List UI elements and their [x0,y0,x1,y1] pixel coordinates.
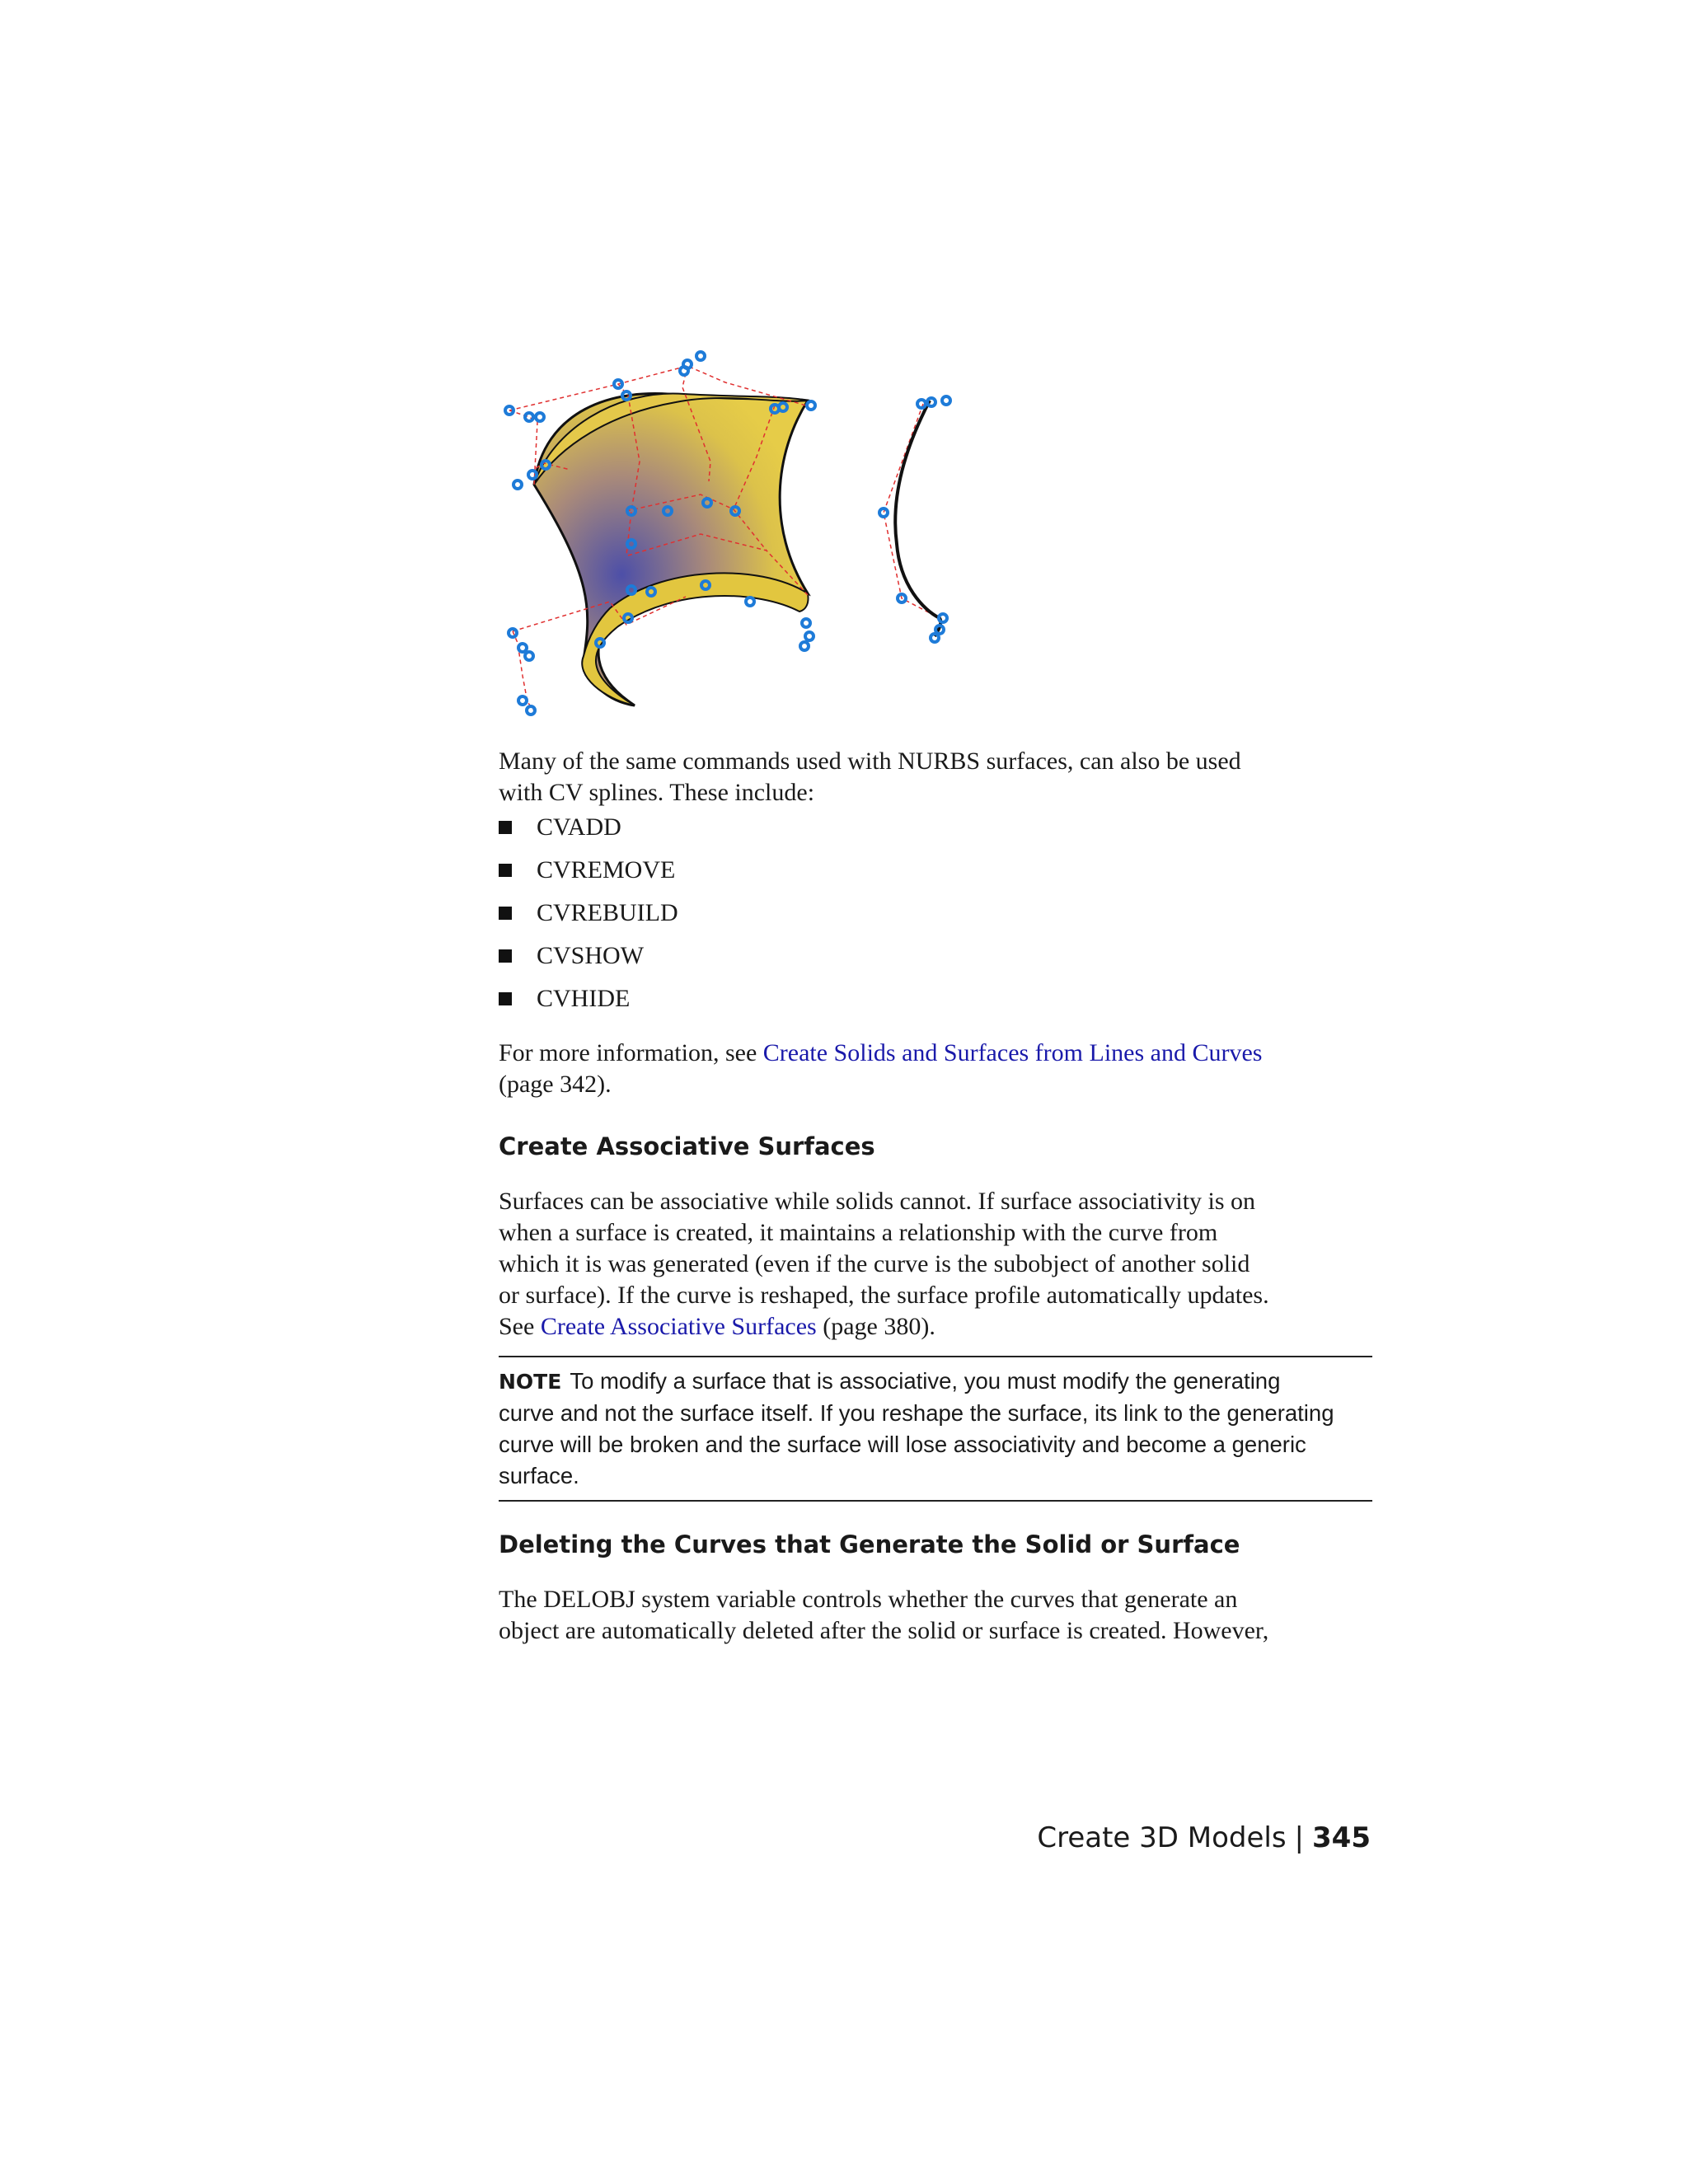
paragraph-line: object are automatically deleted after the solid or surface is created. However, [499,1617,1269,1644]
paragraph-line: Surfaces can be associative while solids cannot. If surface associativity is on [499,1188,1256,1215]
link-create-associative-surfaces[interactable]: Create Associative Surfaces [540,1313,817,1340]
heading-create-associative-surfaces: Create Associative Surfaces [499,1132,875,1160]
page-content [499,746,1372,1647]
associative-paragraph [499,1186,1372,1343]
intro-paragraph [499,746,1372,808]
footer-separator: | [1294,1821,1305,1854]
note-line: surface. [499,1463,579,1488]
note-label: NOTE [499,1370,562,1394]
page-footer [1037,1821,1371,1854]
list-item [499,855,1372,898]
note-line: curve will be broken and the surface will lose associativity and become a generic [499,1432,1306,1457]
more-info-prefix: For more information, see [499,1039,763,1066]
square-bullet-icon [499,949,512,963]
see-prefix: See [499,1313,541,1340]
square-bullet-icon [499,821,512,834]
intro-line: Many of the same commands used with NURBS surfaces, can also be used [499,748,1241,775]
command-name: CVADD [537,813,621,841]
command-name: CVREMOVE [537,856,676,883]
cv-spline [879,396,950,642]
page-number: 345 [1312,1821,1371,1854]
link-create-solids-surfaces[interactable]: Create Solids and Surfaces from Lines and Curves [762,1039,1263,1066]
more-info-paragraph [499,1038,1372,1100]
nurbs-figure [495,346,1039,725]
commands-list [499,812,1372,1026]
command-name: CVREBUILD [537,899,678,926]
paragraph-line: or surface). If the curve is reshaped, the surface profile automatically updates. [499,1282,1269,1309]
see-suffix: (page 380). [816,1313,935,1340]
list-item [499,983,1372,1026]
delobj-paragraph [499,1584,1372,1647]
list-item [499,812,1372,855]
note-line: curve and not the surface itself. If you reshape the surface, its link to the generating [499,1400,1334,1426]
nurbs-illustration [495,346,1039,725]
paragraph-line: when a surface is created, it maintains a relationship with the curve from [499,1219,1218,1246]
more-info-suffix: (page 342). [499,1071,612,1098]
heading-deleting-curves: Deleting the Curves that Generate the Solid or Surface [499,1530,1240,1558]
list-item [499,940,1372,983]
command-name: CVSHOW [537,942,645,969]
paragraph-line: which it is was generated (even if the curve is the subobject of another solid [499,1250,1250,1277]
note-box [499,1356,1372,1502]
square-bullet-icon [499,864,512,877]
paragraph-line: The DELOBJ system variable controls whether the curves that generate an [499,1586,1238,1613]
intro-line: with CV splines. These include: [499,779,815,806]
footer-chapter: Create 3D Models [1037,1821,1287,1854]
list-item [499,898,1372,940]
command-name: CVHIDE [537,985,631,1012]
square-bullet-icon [499,907,512,920]
note-line: To modify a surface that is associative, you must modify the generating [570,1368,1281,1394]
note-text [499,1366,1372,1492]
square-bullet-icon [499,992,512,1005]
